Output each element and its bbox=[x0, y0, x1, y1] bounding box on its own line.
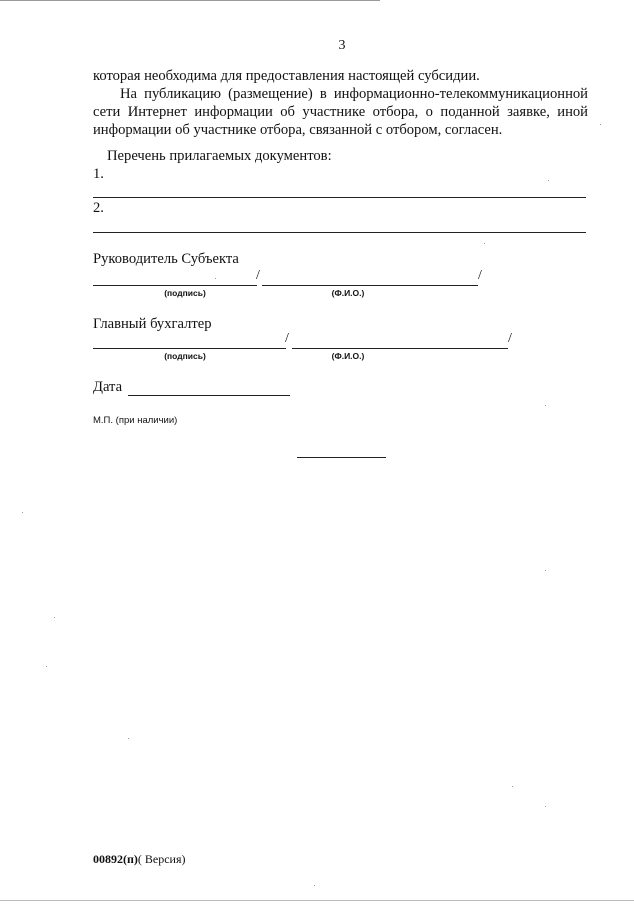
document-code-number: 00892(п) bbox=[93, 852, 138, 866]
scan-speck bbox=[54, 617, 55, 618]
document-item-line-2 bbox=[93, 232, 586, 233]
accountant-name-caption: (Ф.И.О.) bbox=[331, 351, 365, 361]
scan-speck bbox=[484, 243, 485, 244]
head-signature-line bbox=[93, 285, 257, 286]
document-item-number-2: 2. bbox=[93, 200, 104, 216]
scan-speck bbox=[512, 786, 513, 787]
accountant-signature-line bbox=[93, 348, 286, 349]
scan-speck bbox=[545, 405, 546, 406]
accountant-signature-label: Главный бухгалтер bbox=[93, 316, 212, 332]
scan-speck bbox=[600, 124, 601, 125]
head-separator-slash: / bbox=[256, 268, 260, 283]
head-signature-caption: (подпись) bbox=[164, 288, 206, 298]
scan-speck bbox=[46, 666, 47, 667]
document-item-line-1 bbox=[93, 197, 586, 198]
end-of-form-line bbox=[297, 457, 386, 458]
accountant-separator-slash: / bbox=[285, 331, 289, 346]
accountant-closing-slash: / bbox=[508, 331, 512, 346]
scan-top-edge bbox=[0, 0, 380, 1]
scan-speck bbox=[545, 806, 546, 807]
head-name-line bbox=[262, 285, 478, 286]
paragraph-consent: На публикацию (размещение) в информационно-телекоммуникационной сети Интернет информации об участнике отбора, о поданной заявке, иной информации об участнике отбора, связанной с отбором, согласен. bbox=[93, 86, 588, 138]
head-signature-label: Руководитель Субъекта bbox=[93, 251, 239, 267]
page-number: 3 bbox=[338, 38, 346, 53]
date-label: Дата bbox=[93, 379, 123, 395]
stamp-note: М.П. (при наличии) bbox=[93, 415, 178, 426]
scan-bottom-edge bbox=[0, 900, 634, 901]
scan-speck bbox=[548, 180, 549, 181]
paragraph-subsidy: которая необходима для предоставления настоящей субсидии. bbox=[93, 68, 480, 84]
accountant-signature-caption: (подпись) bbox=[164, 351, 206, 361]
head-closing-slash: / bbox=[478, 268, 482, 283]
document-code bbox=[93, 852, 186, 867]
accountant-name-line bbox=[292, 348, 508, 349]
document-item-number-1: 1. bbox=[93, 166, 104, 182]
scan-speck bbox=[22, 512, 23, 513]
scan-speck bbox=[215, 278, 216, 279]
scan-speck bbox=[314, 885, 315, 886]
head-name-caption: (Ф.И.О.) bbox=[331, 288, 365, 298]
attached-documents-title: Перечень прилагаемых документов: bbox=[107, 148, 332, 164]
scan-speck bbox=[545, 570, 546, 571]
date-line bbox=[128, 395, 290, 396]
document-code-version: ( Версия) bbox=[137, 852, 186, 866]
scan-speck bbox=[128, 738, 129, 739]
